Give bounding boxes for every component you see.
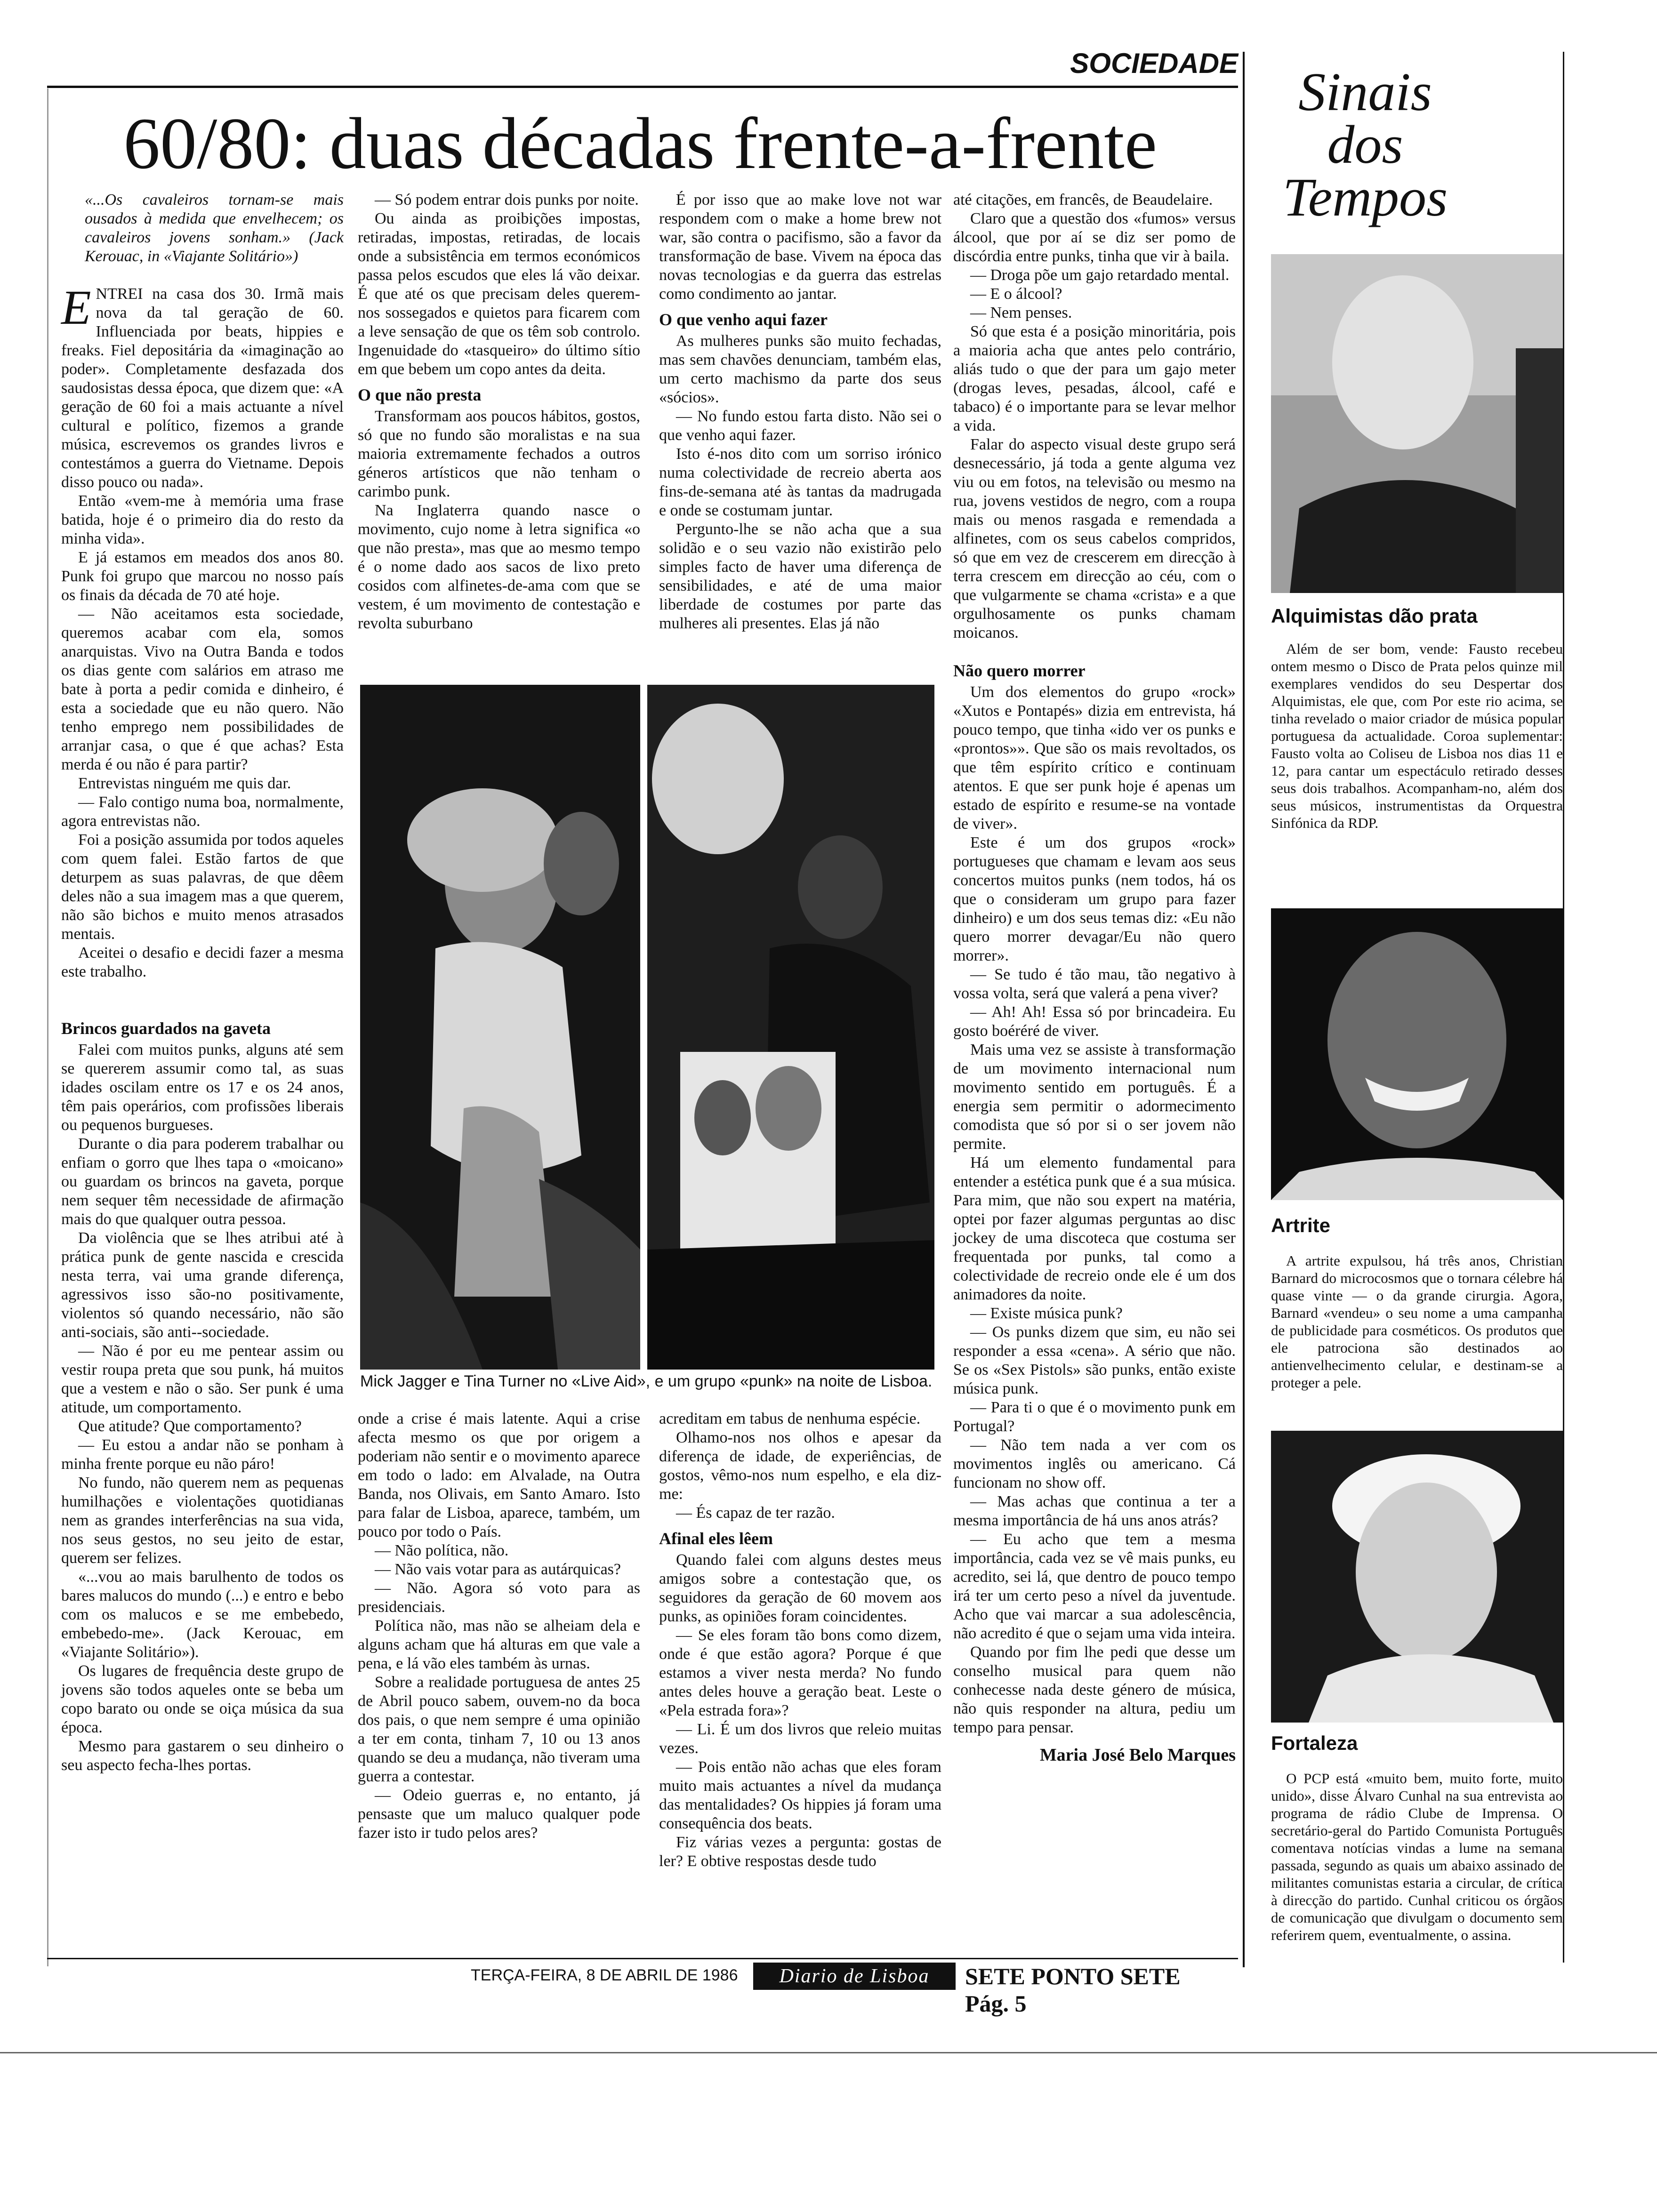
paragraph: Sobre a realidade portuguesa de antes 25 de Abril pouco sabem, ouvem-no da boca dos pais, o que nem sempre é uma opinião a ter em conta, tinham 7, 10 ou 13 anos quando se deu a mudança, não tiveram uma guerra a contestar. [358, 1674, 640, 1785]
subheading: O que não presta [358, 385, 482, 404]
column-1 [61, 191, 344, 1775]
paragraph: até citações, em francês, de Beaudelaire. [953, 191, 1213, 208]
paragraph: No fundo, não querem nem as pequenas humilhações e violentações quotidianas nem as grandes interferências na sua vida, nos seus gestos, no seu jeito de estar, querem ser felizes. [61, 1474, 344, 1567]
headline: 60/80: duas décadas frente-a-frente [123, 103, 1157, 184]
paragraph: — Se eles foram tão bons como dizem, onde é que estão agora? Porque é que estamos a viver nesta merda? No fundo antes deles houve a geração beat. Leste o «Pela estrada fora»? [659, 1627, 941, 1719]
paragraph: — Li. É um dos livros que releio muitas vezes. [659, 1721, 941, 1757]
paragraph: — Para ti o que é o movimento punk em Portugal? [953, 1399, 1236, 1435]
paragraph: Falar do aspecto visual deste grupo será desnecessário, já toda a gente alguma vez viu ou em fotos, na televisão ou mesmo na rua, jovens vestidos de negro, com a roupa mais ou menos rasgada e remendada a alfinetes, com os seus cabelos compridos, só que em vez de crescerem em direcção à terra crescem em direcção ao céu, com o que vulgarmente se chama «crista» e a que orgulhosamente os punks chamam moicanos. [953, 436, 1236, 641]
drop-cap: E [61, 281, 91, 335]
lead-paragraph [61, 281, 344, 492]
sidebar-border-right [1563, 52, 1564, 1963]
paragraph: Durante o dia para poderem trabalhar ou enfiam o gorro que lhes tapa o «moicano» ou guardam os brincos na gaveta, porque nem sequer têm necessidade de afirmação mais do que qualquer outra pessoa. [61, 1135, 344, 1228]
column-4 [953, 191, 1236, 1764]
paragraph: Mesmo para gastarem o seu dinheiro o seu aspecto fecha-lhes portas. [61, 1738, 344, 1774]
photo-fausto [1271, 254, 1563, 593]
paragraph: — Só podem entrar dois punks por noite. [375, 191, 639, 208]
paragraph: Da violência que se lhes atribui até à prática punk de gente nascida e crescida nesta terra, vai uma grande diferença, agressivos isso são-no positivamente, violentos só quando necessário, não são anti-sociais, são anti--sociedade. [61, 1229, 344, 1341]
paragraph: — Não é por eu me pentear assim ou vestir roupa preta que sou punk, há muitos que a vestem e não o são. Ser punk é uma atitude, um comportamento. [61, 1342, 344, 1416]
paragraph: Um dos elementos do grupo «rock» «Xutos e Pontapés» dizia em entrevista, há pouco tempo, que tinha «ido ver os punks e «prontos»». Que são os mais revoltados, os que têm espírito crítico e continuam atentos. E que ser punk hoje é apenas um estado de espírito e resume-se na vontade de viver». [953, 683, 1236, 833]
sidebar-item-text [1271, 1770, 1563, 1944]
photo-barnard [1271, 908, 1563, 1200]
lead-text: NTREI na casa dos 30. Irmã mais nova da tal geração de 60. Influenciada por beats, hippies e freaks. Fiel depositária da «imaginação ao poder». Completamente desfazada dos saudosistas dessa época, que dizem que: «A geração de 60 foi a mais actuante a nível cultural e político, fizemos a grande música, escrevemos os grandes livros e contestámos a guerra do Vietname. Depois disso pouco ou nada». [61, 285, 344, 491]
paragraph: Fiz várias vezes a pergunta: gostas de ler? E obtive respostas desde tudo [659, 1834, 941, 1870]
sidebar-border-left [1243, 52, 1245, 1967]
paragraph: — Existe música punk? [970, 1305, 1123, 1322]
paragraph: Há um elemento fundamental para entender a estética punk que é a sua música. Para mim, que não sou expert na matéria, optei por fazer algumas perguntas ao disc jockey de uma discoteca que costuma ser frequentada por punks, tal como a colectividade de recreio onde ele é um dos animadores da noite. [953, 1154, 1236, 1303]
photo-fausto-image [1271, 254, 1563, 593]
paragraph: — Os punks dizem que sim, eu não sei responder a essa «cena». A sério que não. Se os «Sex Pistols» são punks, então existe música punk. [953, 1323, 1236, 1397]
paragraph: Entrevistas ninguém me quis dar. [78, 775, 291, 792]
column-2-upper [358, 191, 640, 633]
sidebar-item-text [1271, 1252, 1563, 1391]
paragraph: — És capaz de ter razão. [676, 1504, 835, 1522]
photo-punks [647, 685, 934, 1370]
newspaper-masthead: Diario de Lisboa [753, 1963, 956, 1990]
subheading: Afinal eles lêem [659, 1529, 773, 1548]
paragraph: Na Inglaterra quando nasce o movimento, cujo nome à letra significa «o que não presta», mas que ao mesmo tempo é o nome dado aos sacos de lixo preto cosidos com alfinetes-de-ama com que se vestem, é um movimento de contestação e revolta suburbano [358, 502, 640, 632]
paragraph: onde a crise é mais latente. Aqui a crise afecta mesmo os que por origem a poderiam não sentir e o movimento aparece em todo o lado: em Alvalade, na Outra Banda, nos Olivais, em Santo Amaro. Isto para falar de Lisboa, aparece, também, um pouco por todo o País. [358, 1410, 640, 1540]
paragraph: Só que esta é a posição minoritária, pois a maioria acha que antes pelo contrário, aliás tudo o que der para um gajo meter (drogas leves, pesadas, álcool, café e tabaco) é o importante para se levar melhor a vida. [953, 323, 1236, 434]
paragraph: Transformam aos poucos hábitos, gostos, só que no fundo são moralistas e na sua maioria extremamente fechados a outros géneros artísticos que não tenham o carimbo punk. [358, 408, 640, 500]
paragraph: — Nem penses. [970, 304, 1072, 321]
paragraph: Ou ainda as proibições impostas, retiradas, impostas, retiradas, de locais onde a subsistência em termos económicos passa pelos escudos que eles lá vão deixar. É que até os que precisam deles querem-nos sossegados e quietos para ficarem com a leve sensação de que os têm sob controlo. Ingenuidade do «tasqueiro» do último sítio em que bebem um copo antes da deita. [358, 210, 640, 378]
paragraph: — Não. Agora só voto para as presidenciais. [358, 1579, 640, 1616]
photo-cunhal-image [1271, 1431, 1563, 1723]
photo-live-aid [360, 685, 640, 1370]
paragraph: Política não, mas não se alheiam dela e alguns acham que há alturas em que vale a pena, e lá vão eles também às urnas. [358, 1617, 640, 1672]
paragraph: — Falo contigo numa boa, normalmente, agora entrevistas não. [61, 793, 344, 830]
paragraph: O PCP está «muito bem, muito forte, muito unido», disse Álvaro Cunhal na sua entrevista ao programa de rádio Clube de Imprensa. O secretário-geral do Partido Comunista Português comentava notícias vindas a lume na semana passada, segundo as quais um abaixo assinado de militantes comunistas estaria a circular, de crítica à direcção do partido. Cunhal criticou os órgãos de comunicação que divulgam o documento sem referirem quem, eventualmente, o assina. [1271, 1770, 1563, 1943]
paragraph: Falei com muitos punks, alguns até sem se quererem assumir como tal, as suas idades oscilam entre os 17 e os 24 anos, têm pais operários, com profissões liberais ou pequenos burgueses. [61, 1041, 344, 1134]
paragraph: — Odeio guerras e, no entanto, já pensaste que um maluco qualquer pode fazer isto ir tudo pelos ares? [358, 1787, 640, 1842]
paragraph: Os lugares de frequência deste grupo de jovens são todos aqueles onte se beba um copo barato ou onde se oiça música da sua época. [61, 1662, 344, 1736]
paragraph: — Não vais votar para as autárquicas? [375, 1561, 621, 1578]
sidebar-title-line: Sinais [1298, 62, 1432, 122]
footer-rule [47, 1958, 1238, 1959]
byline: Maria José Belo Marques [1039, 1745, 1236, 1765]
paragraph: — No fundo estou farta disto. Não sei o que venho aqui fazer. [659, 408, 941, 444]
paragraph: Claro que a questão dos «fumos» versus álcool, que por aí se diz ser pomo de discórdia entre punks, tinha que vir à baila. [953, 210, 1236, 265]
paragraph: Aceitei o desafio e decidi fazer a mesma este trabalho. [61, 944, 344, 980]
paragraph: Então «vem-me à memória uma frase batida, hoje é o primeiro dia do resto da minha vida». [61, 492, 344, 547]
paragraph: «...vou ao mais barulhento de todos os bares malucos do mundo (...) e entro e bebo com os malucos e se me embebedo, embebedo-me». (Jack Kerouac, em «Viajante Solitário»). [61, 1568, 344, 1661]
paragraph: Quando por fim lhe pedi que desse um conselho musical para quem não conhecesse nada deste género de música, não quis responder na altura, pediu um tempo para pensar. [953, 1643, 1236, 1736]
paragraph: — Ah! Ah! Essa só por brincadeira. Eu gosto boéréré de viver. [953, 1003, 1236, 1040]
sidebar-title-line: dos [1327, 115, 1403, 175]
paragraph: — Não política, não. [375, 1542, 509, 1559]
sidebar-title [1243, 62, 1488, 228]
paragraph: Mais uma vez se assiste à transformação de um movimento internacional num movimento sentido em português. É a energia sem permitir o adormecimento comodista que só por si o ser jovem não permite. [953, 1041, 1236, 1153]
page-bottom-rule [0, 2052, 1657, 2053]
column-2-lower [358, 1410, 640, 1843]
sidebar-item-heading: Artrite [1271, 1214, 1331, 1236]
photo-cunhal [1271, 1431, 1563, 1723]
paragraph: — Não aceitamos esta sociedade, queremos acabar com ela, somos anarquistas. Vivo na Outra Banda e todos os dias gente com salários em atraso me bate à porta a pedir comida e dinheiro, é esta a sociedade que eu não quero. Não tenho emprego nem possibilidades de arranjar casa, o que é que achas? Esta merda é ou não é para partir? [61, 605, 344, 773]
supplement-page: SETE PONTO SETE Pág. 5 [965, 1963, 1181, 2017]
sidebar-title-line: Tempos [1282, 168, 1448, 228]
paragraph: — Pois então não achas que eles foram muito mais actuantes a nível da mudança das mentalidades? Os hippies já foram uma consequência dos beats. [659, 1758, 941, 1832]
paragraph: Quando falei com alguns destes meus amigos sobre a contestação que, os seguidores da geração de 60 movem aos punks, as opiniões foram coincidentes. [659, 1551, 941, 1625]
subheading: O que venho aqui fazer [659, 310, 828, 329]
paragraph: Olhamo-nos nos olhos e apesar da diferença de idade, de experiências, de gostos, vêmo-nos num espelho, e ela diz-me: [659, 1429, 941, 1503]
column-3-lower [659, 1410, 941, 1871]
page-footer [471, 1963, 1224, 2017]
top-border [47, 88, 48, 1966]
paragraph: — Se tudo é tão mau, tão negativo à vossa volta, será que valerá a pena viver? [953, 966, 1236, 1002]
paragraph: As mulheres punks são muito fechadas, mas sem chavões denunciam, também elas, um certo machismo da parte dos seus «sócios». [659, 332, 941, 406]
paragraph: — Eu estou a andar não se ponham à minha frente porque eu não páro! [61, 1436, 344, 1473]
paragraph: acreditam em tabus de nenhuma espécie. [659, 1410, 921, 1427]
subheading: Não quero morrer [953, 661, 1086, 680]
paragraph: Além de ser bom, vende: Fausto recebeu ontem mesmo o Disco de Prata pelos quinze mil exemplares vendidos do seu Despertar dos Alquimistas, ele que, com Por este rio acima, se tinha revelado o maior criador de música popular portuguesa da actualidade. Coroa suplementar: Fausto volta ao Coliseu de Lisboa nos dias 11 e 12, para cantar um espectáculo retirado desses seus dois trabalhos. Acompanham-no, além dos seus músicos, instrumentistas da Orquestra Sinfónica da RDP. [1271, 641, 1563, 831]
sidebar-item-heading: Fortaleza [1271, 1732, 1358, 1754]
section-rule [47, 86, 1238, 88]
paragraph: Que atitude? Que comportamento? [78, 1418, 302, 1435]
paragraph: A artrite expulsou, há três anos, Christian Barnard do microcosmos que o tornara célebre há quase vinte — o da grande cirurgia. Agora, Barnard «vendeu» o seu nome a uma campanha de publicidade para cosméticos. Os produtos que ele patrociona são destinados ao antienvelhecimento celular, e destinam-se a proteger a pele. [1271, 1252, 1563, 1391]
paragraph: Pergunto-lhe se não acha que a sua solidão e o seu vazio não existirão pelo simples facto de haver uma diferença de sensibilidades, e até de uma maior liberdade de costumes por parte das mulheres ali presentes. Elas já não [659, 521, 941, 632]
photo-caption: Mick Jagger e Tina Turner no «Live Aid», e um grupo «punk» na noite de Lisboa. [360, 1372, 933, 1390]
sidebar-item-heading: Alquimistas dão prata [1271, 605, 1478, 627]
section-label: SOCIEDADE [1070, 48, 1238, 79]
publication-date: TERÇA-FEIRA, 8 DE ABRIL DE 1986 [471, 1966, 738, 1984]
photo-barnard-image [1271, 908, 1563, 1200]
paragraph: — Eu acho que tem a mesma importância, cada vez se vê mais punks, eu acredito, sei lá, que dentro de pouco tempo irá ter um certo peso a nível da juventude. Acho que vai marcar a sua adolescência, não acredito é que o sejam uma vida inteira. [953, 1531, 1236, 1642]
paragraph: — E o álcool? [970, 285, 1062, 303]
paragraph: E já estamos em meados dos anos 80. Punk foi grupo que marcou no nosso país os finais da década de 70 até hoje. [61, 549, 344, 604]
sidebar-item-text [1271, 640, 1563, 832]
paragraph: É por isso que ao make love not war respondem com o make a home brew not war, são contra o pacifismo, são a favor da transformação de base. Vivem na época das novas tecnologias e da guerra das estrelas como condimento ao jantar. [659, 191, 941, 303]
paragraph: — Mas achas que continua a ter a mesma importância de há uns anos atrás? [953, 1493, 1236, 1529]
column-3-upper [659, 191, 941, 633]
paragraph: — Droga põe um gajo retardado mental. [970, 266, 1230, 284]
subheading: Brincos guardados na gaveta [61, 1019, 271, 1038]
paragraph: Foi a posição assumida por todos aqueles com quem falei. Estão fartos de que deturpem as suas palavras, de que dêem deles não a sua imagem mas a que querem, não são bichos e muito menos atrasados mentais. [61, 831, 344, 943]
photo-live-aid-image [360, 685, 640, 1370]
paragraph: Este é um dos grupos «rock» portugueses que chamam e levam aos seus concertos muitos punks (nem todos, há os que o consideram um grupo para fazer dinheiro) e um dos seus temas diz: «Eu não quero morrer devagar/Eu não quero morrer». [953, 834, 1236, 964]
epigraph: «...Os cavaleiros tornam-se mais ousados à medida que envelhecem; os cavaleiros jovens sonham.» (Jack Kerouac, in «Viajante Solitário») [85, 191, 344, 265]
paragraph: — Não tem nada a ver com os movimentos inglês ou americano. Cá funcionam no show off. [953, 1436, 1236, 1491]
photo-punks-image [647, 685, 934, 1370]
paragraph: Isto é-nos dito com um sorriso irónico numa colectividade de recreio aberta aos fins-de-semana até às tantas da madrugada e onde se costumam juntar. [659, 445, 941, 519]
